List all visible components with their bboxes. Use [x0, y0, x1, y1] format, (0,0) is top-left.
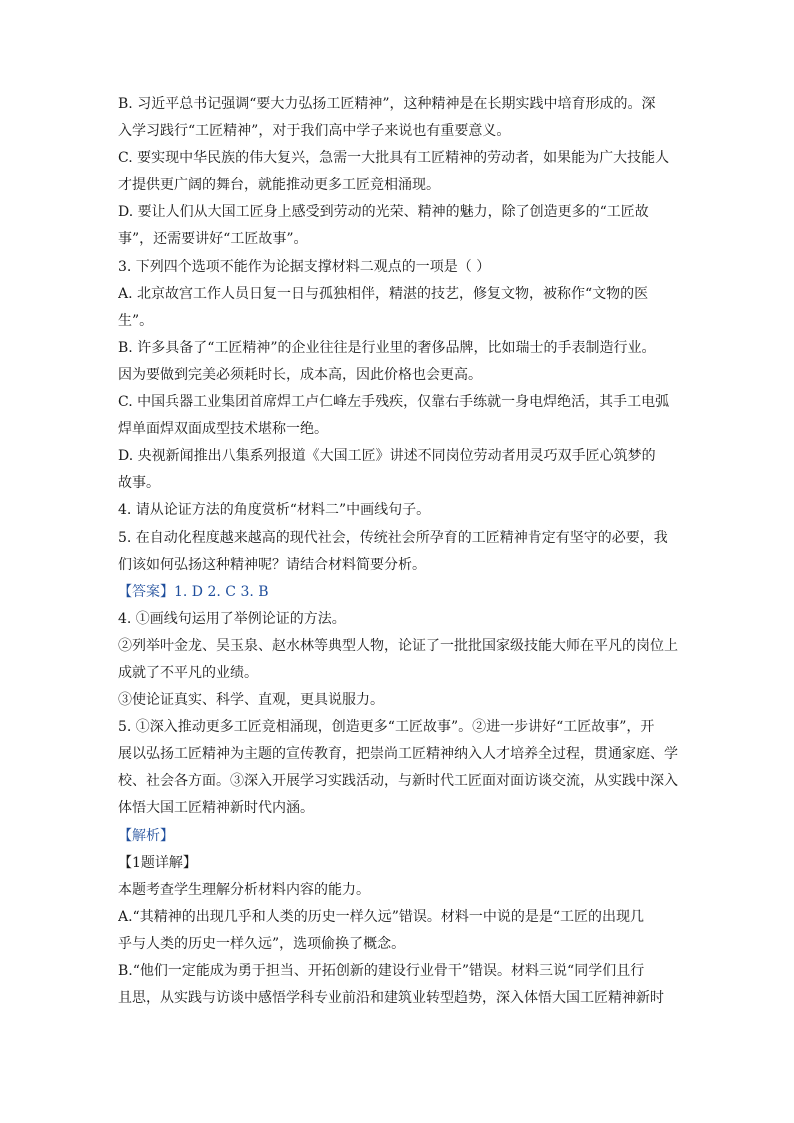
q3-option-b-line-2: 因为要做到完美必须耗时长，成本高，因此价格也会更高。 — [118, 366, 482, 383]
option-d-line-2: 事”，还需要讲好“工匠故事”。 — [118, 231, 308, 248]
question-5-line-2: 们该如何弘扬这种精神呢？请结合材料简要分析。 — [118, 556, 426, 573]
option-c-line-1: C. 要实现中华民族的伟大复兴，急需一大批具有工匠精神的劳动者，如果能为广大技能人 — [118, 150, 670, 167]
answer-5-line-1: 5. ①深入推动更多工匠竞相涌现，创造更多“工匠故事”。②进一步讲好“工匠故事”，开 — [118, 719, 655, 736]
question-5-line-1: 5. 在自动化程度越来越高的现代社会，传统社会所孕育的工匠精神肯定有坚守的必要，我 — [118, 529, 668, 546]
q3-option-a-line-1: A. 北京故宫工作人员日复一日与孤独相伴，精湛的技艺，修复文物，被称作“文物的医 — [118, 285, 649, 302]
answer-4-line-4: ③使论证真实、科学、直观，更具说服力。 — [118, 692, 384, 709]
analysis-line-1: 本题考查学生理解分析材料内容的能力。 — [118, 881, 370, 898]
q3-option-b-line-1: B. 许多具备了“工匠精神”的企业往往是行业里的奢侈品牌，比如瑞士的手表制造行业。 — [118, 339, 656, 356]
analysis-line-5: 且思，从实践与访谈中感悟学科专业前沿和建筑业转型趋势，深入体悟大国工匠精神新时 — [118, 990, 664, 1007]
analysis-line-2: A.“其精神的出现几乎和人类的历史一样久远”错误。材料一中说的是是“工匠的出现几 — [118, 908, 645, 925]
option-b-line-1: B. 习近平总书记强调“要大力弘扬工匠精神”，这种精神是在长期实践中培育形成的。深 — [118, 96, 656, 112]
analysis-heading: 【解析】 — [118, 827, 174, 844]
answer-4-line-3: 成就了不平凡的业绩。 — [118, 664, 258, 681]
document-body — [118, 91, 678, 1012]
q3-option-c-line-1: C. 中国兵器工业集团首席焊工卢仁峰左手残疾，仅靠右手练就一身电焊绝活，其手工电弧 — [118, 394, 670, 411]
answer-4-line-2: ②列举叶金龙、吴玉泉、赵水林等典型人物，论证了一批批国家级技能大师在平凡的岗位上 — [118, 637, 678, 654]
q1-detail-heading: 【1题详解】 — [118, 854, 197, 871]
answer-5-line-3: 校、社会各方面。③深入开展学习实践活动，与新时代工匠面对面访谈交流，从实践中深入 — [118, 773, 678, 790]
analysis-line-3: 乎与人类的历史一样久远”，选项偷换了概念。 — [118, 935, 406, 952]
question-4: 4. 请从论证方法的角度赏析“材料二”中画线句子。 — [118, 502, 431, 519]
answer-5-line-2: 展以弘扬工匠精神为主题的宣传教育，把崇尚工匠精神纳入人才培养全过程，贯通家庭、学 — [118, 746, 678, 763]
answer-heading: 【答案】1. D 2. C 3. B — [118, 583, 269, 600]
option-c-line-2: 才提供更广阔的舞台，就能推动更多工匠竞相涌现。 — [118, 177, 440, 194]
option-d-line-1: D. 要让人们从大国工匠身上感受到劳动的光荣、精神的魅力，除了创造更多的“工匠故 — [118, 204, 649, 221]
option-b-line-2: 入学习践行“工匠精神”，对于我们高中学子来说也有重要意义。 — [118, 123, 511, 140]
q3-option-a-line-2: 生”。 — [118, 312, 154, 329]
q3-option-d-line-2: 故事。 — [118, 475, 160, 492]
answer-4-line-1: 4. ①画线句运用了举例论证的方法。 — [118, 610, 346, 627]
analysis-line-4: B.“他们一定能成为勇于担当、开拓创新的建设行业骨干”错误。材料三说“同学们且行 — [118, 963, 645, 979]
q3-option-d-line-1: D. 央视新闻推出八集系列报道《大国工匠》讲述不同岗位劳动者用灵巧双手匠心筑梦的 — [118, 448, 656, 465]
q3-option-c-line-2: 焊单面焊双面成型技术堪称一绝。 — [118, 421, 328, 438]
question-3: 3. 下列四个选项不能作为论据支撑材料二观点的一项是（ ） — [118, 258, 491, 275]
answer-5-line-4: 体悟大国工匠精神新时代内涵。 — [118, 800, 314, 817]
